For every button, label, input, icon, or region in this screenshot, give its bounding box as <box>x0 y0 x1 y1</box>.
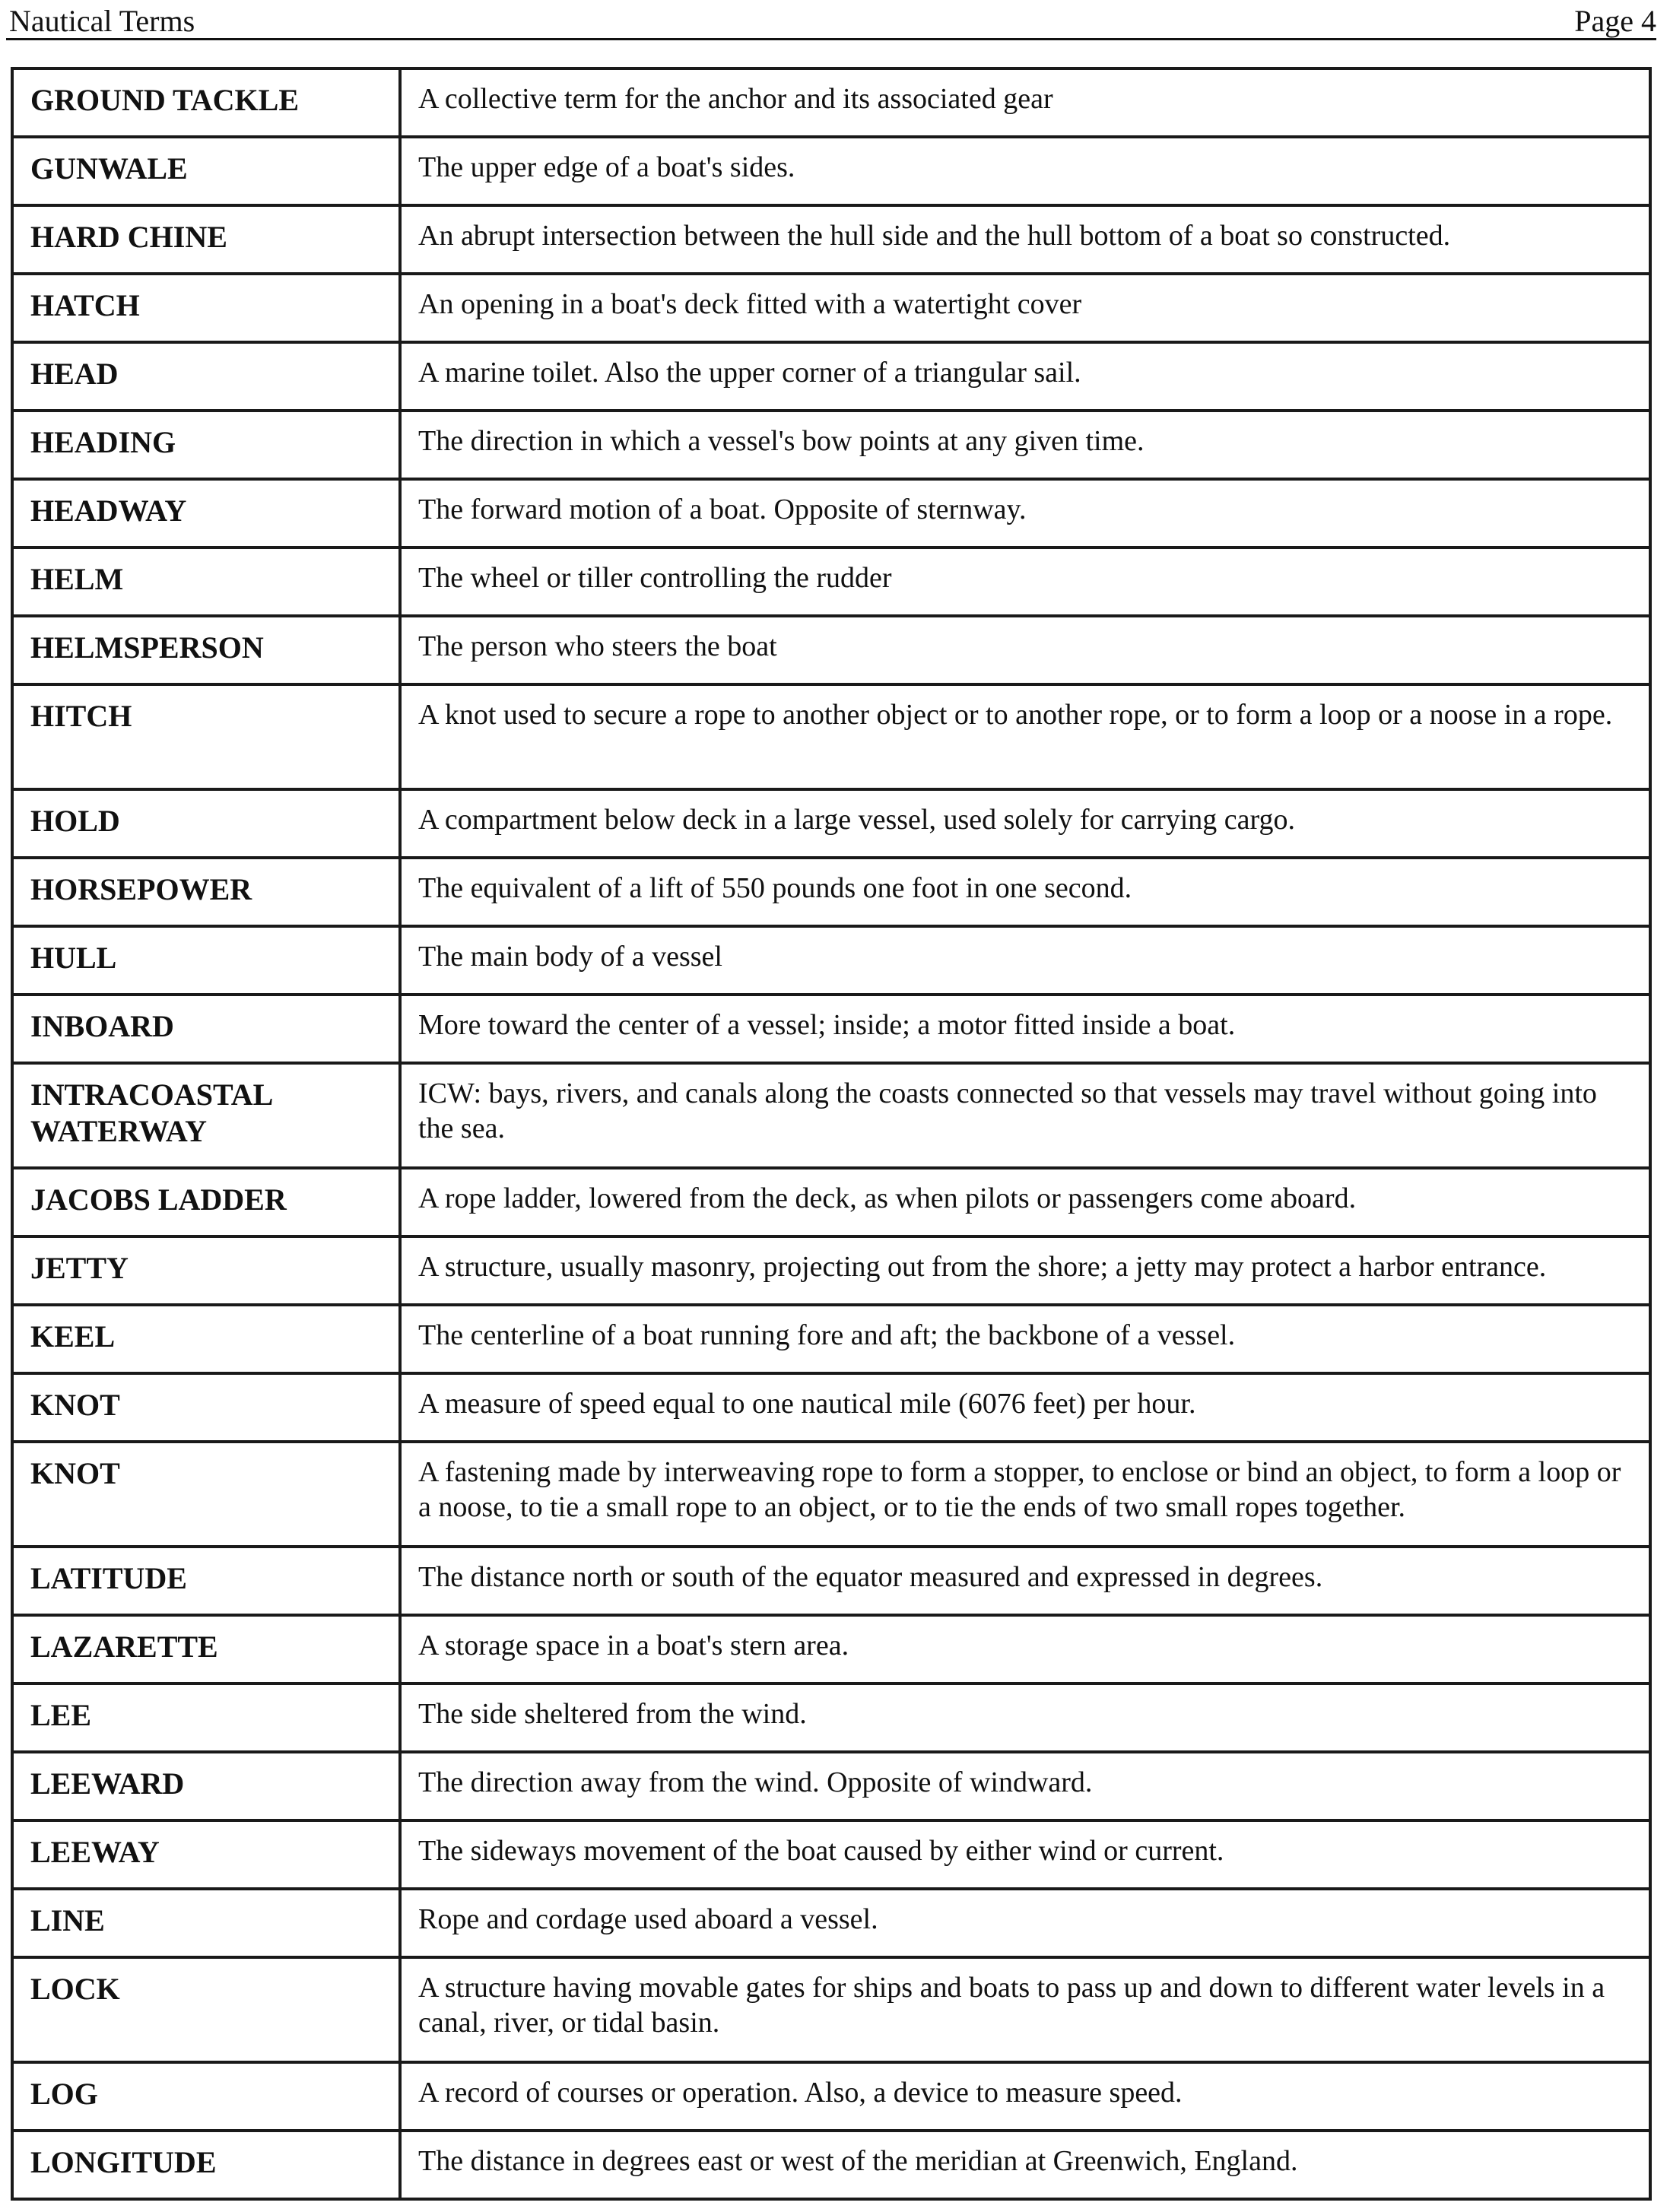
term-cell: HEADING <box>12 411 400 479</box>
glossary-row <box>12 1820 1650 1889</box>
glossary-row <box>12 479 1650 547</box>
term-cell: JETTY <box>12 1236 400 1305</box>
definition-cell: More toward the center of a vessel; inside; a motor fitted inside a boat. <box>400 995 1650 1063</box>
term-cell: GUNWALE <box>12 137 400 205</box>
term-cell: HATCH <box>12 274 400 342</box>
definition-cell: A structure, usually masonry, projecting out from the shore; a jetty may protect a harbor entrance. <box>400 1236 1650 1305</box>
glossary-body <box>12 68 1650 2199</box>
term-cell: HARD CHINE <box>12 205 400 274</box>
glossary-row <box>12 1305 1650 1373</box>
definition-cell: A marine toilet. Also the upper corner of a triangular sail. <box>400 342 1650 411</box>
term-cell: LINE <box>12 1889 400 1957</box>
definition-cell: Rope and cordage used aboard a vessel. <box>400 1889 1650 1957</box>
term-cell: GROUND TACKLE <box>12 68 400 137</box>
definition-cell: A rope ladder, lowered from the deck, as when pilots or passengers come aboard. <box>400 1168 1650 1236</box>
definition-cell: The forward motion of a boat. Opposite of sternway. <box>400 479 1650 547</box>
term-cell: HELMSPERSON <box>12 616 400 684</box>
term-cell: LAZARETTE <box>12 1615 400 1684</box>
glossary-row <box>12 684 1650 789</box>
term-cell: KNOT <box>12 1373 400 1442</box>
glossary-row <box>12 616 1650 684</box>
definition-cell: The upper edge of a boat's sides. <box>400 137 1650 205</box>
term-cell: JACOBS LADDER <box>12 1168 400 1236</box>
term-cell: LEEWAY <box>12 1820 400 1889</box>
definition-cell: A fastening made by interweaving rope to form a stopper, to enclose or bind an object, to form a loop or a noose, to tie a small rope to an object, or to tie the ends of two small ropes together. <box>400 1442 1650 1547</box>
definition-cell: A storage space in a boat's stern area. <box>400 1615 1650 1684</box>
glossary-row <box>12 858 1650 926</box>
glossary-row <box>12 1547 1650 1615</box>
definition-cell: The main body of a vessel <box>400 926 1650 995</box>
glossary-row <box>12 1957 1650 2062</box>
term-cell: HELM <box>12 547 400 616</box>
glossary-row <box>12 1752 1650 1820</box>
glossary-row <box>12 789 1650 858</box>
term-cell: KEEL <box>12 1305 400 1373</box>
definition-cell: The distance north or south of the equator measured and expressed in degrees. <box>400 1547 1650 1615</box>
definition-cell: A collective term for the anchor and its associated gear <box>400 68 1650 137</box>
page-header <box>6 0 1656 40</box>
definition-cell: The centerline of a boat running fore and aft; the backbone of a vessel. <box>400 1305 1650 1373</box>
term-cell: HEADWAY <box>12 479 400 547</box>
glossary-row <box>12 137 1650 205</box>
term-cell: HULL <box>12 926 400 995</box>
term-cell: HEAD <box>12 342 400 411</box>
term-cell: HORSEPOWER <box>12 858 400 926</box>
term-cell: LATITUDE <box>12 1547 400 1615</box>
term-cell: INBOARD <box>12 995 400 1063</box>
term-cell: KNOT <box>12 1442 400 1547</box>
definition-cell: A record of courses or operation. Also, a device to measure speed. <box>400 2062 1650 2131</box>
definition-cell: The wheel or tiller controlling the rudder <box>400 547 1650 616</box>
glossary-row <box>12 274 1650 342</box>
glossary-row <box>12 2131 1650 2199</box>
definition-cell: An abrupt intersection between the hull side and the hull bottom of a boat so constructed. <box>400 205 1650 274</box>
glossary-table <box>11 67 1652 2201</box>
definition-cell: The direction away from the wind. Opposite of windward. <box>400 1752 1650 1820</box>
term-cell: LONGITUDE <box>12 2131 400 2199</box>
term-cell: LOG <box>12 2062 400 2131</box>
glossary-row <box>12 1442 1650 1547</box>
term-cell: HOLD <box>12 789 400 858</box>
glossary-row <box>12 1168 1650 1236</box>
glossary-row <box>12 411 1650 479</box>
definition-cell: The equivalent of a lift of 550 pounds one foot in one second. <box>400 858 1650 926</box>
term-cell: INTRACOASTAL WATERWAY <box>12 1063 400 1168</box>
glossary-row <box>12 1063 1650 1168</box>
definition-cell: The direction in which a vessel's bow points at any given time. <box>400 411 1650 479</box>
glossary-row <box>12 926 1650 995</box>
definition-cell: A structure having movable gates for ships and boats to pass up and down to different water levels in a canal, river, or tidal basin. <box>400 1957 1650 2062</box>
definition-cell: The sideways movement of the boat caused by either wind or current. <box>400 1820 1650 1889</box>
glossary-row <box>12 547 1650 616</box>
glossary-row <box>12 995 1650 1063</box>
definition-cell: A compartment below deck in a large vessel, used solely for carrying cargo. <box>400 789 1650 858</box>
definition-cell: A measure of speed equal to one nautical mile (6076 feet) per hour. <box>400 1373 1650 1442</box>
glossary-row <box>12 205 1650 274</box>
definition-cell: The distance in degrees east or west of the meridian at Greenwich, England. <box>400 2131 1650 2199</box>
glossary-row <box>12 1236 1650 1305</box>
definition-cell: The side sheltered from the wind. <box>400 1684 1650 1752</box>
glossary-row <box>12 1615 1650 1684</box>
glossary-row <box>12 2062 1650 2131</box>
glossary-row <box>12 342 1650 411</box>
glossary-row <box>12 1889 1650 1957</box>
definition-cell: ICW: bays, rivers, and canals along the coasts connected so that vessels may travel without going into the sea. <box>400 1063 1650 1168</box>
glossary-row <box>12 1373 1650 1442</box>
term-cell: LEEWARD <box>12 1752 400 1820</box>
term-cell: LEE <box>12 1684 400 1752</box>
definition-cell: An opening in a boat's deck fitted with a watertight cover <box>400 274 1650 342</box>
term-cell: HITCH <box>12 684 400 789</box>
page-number: Page 4 <box>1574 4 1656 38</box>
document-title: Nautical Terms <box>9 4 195 38</box>
definition-cell: A knot used to secure a rope to another object or to another rope, or to form a loop or a noose in a rope. <box>400 684 1650 789</box>
term-cell: LOCK <box>12 1957 400 2062</box>
glossary-row <box>12 1684 1650 1752</box>
glossary-row <box>12 68 1650 137</box>
definition-cell: The person who steers the boat <box>400 616 1650 684</box>
